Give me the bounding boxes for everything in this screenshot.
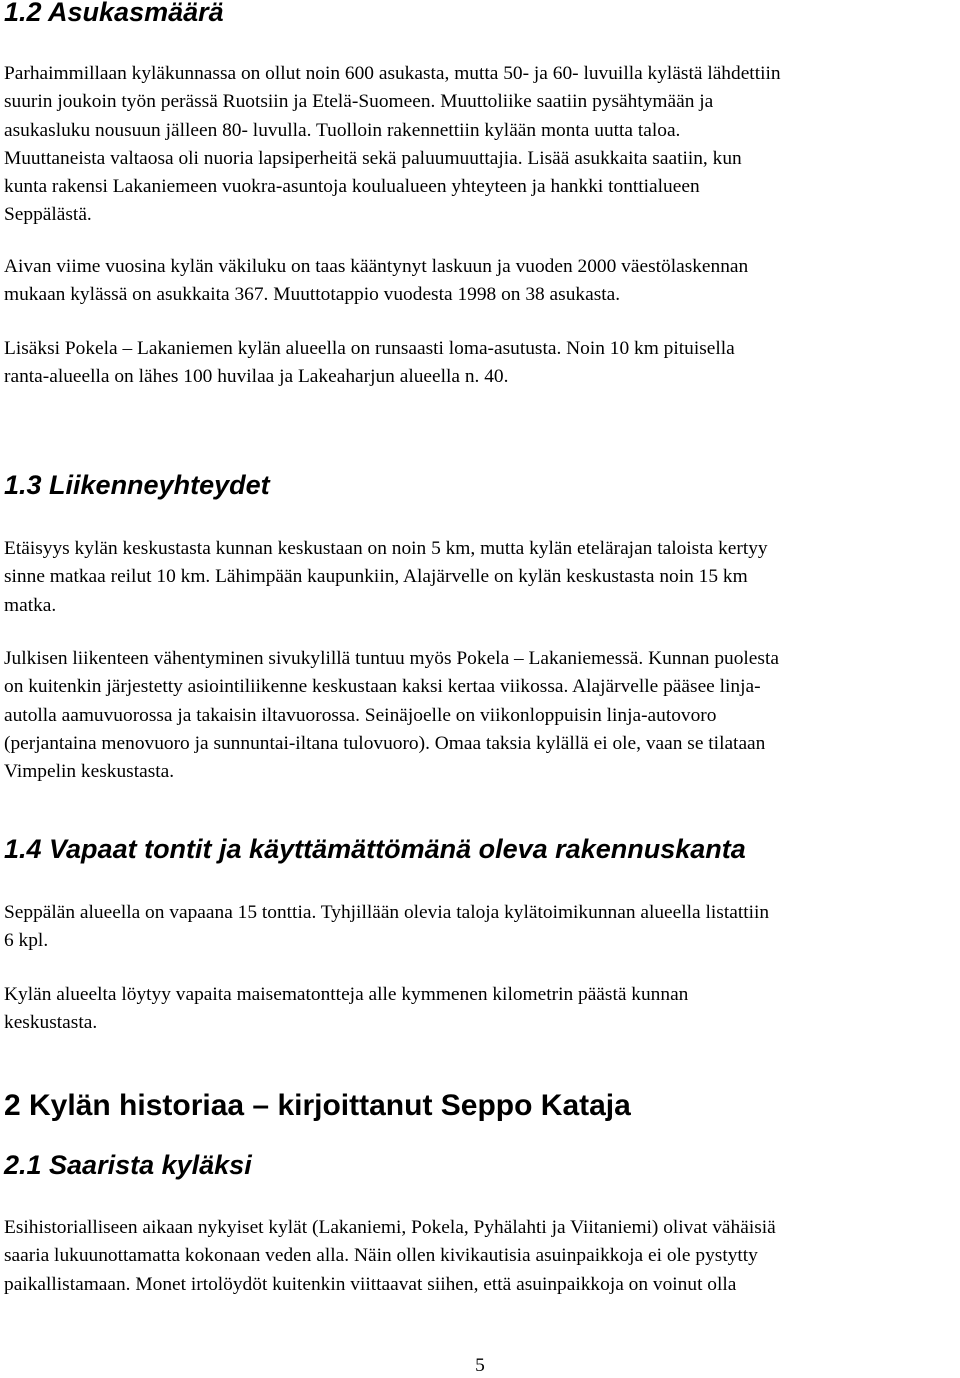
text-line: kunta rakensi Lakaniemeen vuokra-asuntoja koulualueen yhteyteen ja hankki tonttialueen xyxy=(4,176,700,198)
text-line: Aivan viime vuosina kylän väkiluku on taas kääntynyt laskuun ja vuoden 2000 väestölaskennan xyxy=(4,256,749,277)
text-line: (perjantaina menovuoro ja sunnuntai-iltana tulovuoro). Omaa taksia kylällä ei ole, vaan se tilataan xyxy=(4,732,766,754)
text-line: saaria lukuunottamatta kokonaan veden alla. Näin ollen kivikautisia asuinpaikkoja ei ole pystytty xyxy=(4,1245,758,1267)
text-line: Julkisen liikenteen vähentyminen sivukylillä tuntuu myös Pokela – Lakaniemessä. Kunnan puolesta xyxy=(4,648,779,669)
text-line: 6 kpl. xyxy=(4,930,49,952)
text-line: Kylän alueelta löytyy vapaita maisematontteja alle kymmenen kilometrin päästä kunnan xyxy=(4,984,689,1005)
text-line: Esihistorialliseen aikaan nykyiset kylät (Lakaniemi, Pokela, Pyhälahti ja Viitaniemi) olivat vähäisiä xyxy=(4,1217,776,1238)
text-line: paikallistamaan. Monet irtolöydöt kuitenkin viittaavat siihen, että asuinpaikkoja on voinut olla xyxy=(4,1273,737,1295)
paragraph-1-2-b xyxy=(4,253,940,310)
text-line: on kuitenkin järjestetty asiointiliikenne keskustaan kaksi kertaa viikossa. Alajärvelle pääsee linja- xyxy=(4,676,761,698)
text-line: Etäisyys kylän keskustasta kunnan keskustaan on noin 5 km, mutta kylän etelärajan taloista kertyy xyxy=(4,538,768,559)
text-line: Vimpelin keskustasta. xyxy=(4,761,175,783)
paragraph-2-1-a xyxy=(4,1214,940,1299)
section-heading-1-4: 1.4 Vapaat tontit ja käyttämättömänä oleva rakennuskanta xyxy=(4,834,746,864)
paragraph-1-4-b xyxy=(4,981,940,1038)
text-line: Muuttaneista valtaosa oli nuoria lapsiperheitä sekä paluumuuttajia. Lisää asukkaita saatiin, kun xyxy=(4,147,742,169)
text-line: Lisäksi Pokela – Lakaniemen kylän alueella on runsaasti loma-asutusta. Noin 10 km pituisella xyxy=(4,338,735,359)
text-line: Seppälästä. xyxy=(4,204,92,226)
page-number: 5 xyxy=(475,1355,485,1376)
paragraph-1-4-a xyxy=(4,899,940,956)
text-line: autolla aamuvuorossa ja takaisin iltavuorossa. Seinäjoelle on viikonloppuisin linja-autovoro xyxy=(4,704,717,726)
text-line: suurin joukoin työn perässä Ruotsiin ja Etelä-Suomeen. Muuttoliike saatiin pysähtymään ja xyxy=(4,91,714,113)
paragraph-1-2-a xyxy=(4,60,940,230)
section-heading-1-3: 1.3 Liikenneyhteydet xyxy=(4,470,270,500)
text-line: keskustasta. xyxy=(4,1012,98,1034)
paragraph-1-2-c xyxy=(4,335,940,392)
text-line: Seppälän alueella on vapaana 15 tonttia. Tyhjillään olevia taloja kylätoimikunnan alueella listattiin xyxy=(4,902,770,923)
chapter-heading-2: 2 Kylän historiaa – kirjoittanut Seppo Kataja xyxy=(4,1089,631,1122)
paragraph-1-3-b xyxy=(4,645,940,786)
text-line: mukaan kylässä on asukkaita 367. Muuttotappio vuodesta 1998 on 38 asukasta. xyxy=(4,284,621,306)
text-line: sinne matkaa reilut 10 km. Lähimpään kaupunkiin, Alajärvelle on kylän keskustasta noin 15 km xyxy=(4,566,748,588)
section-heading-1-2: 1.2 Asukasmäärä xyxy=(4,0,224,27)
text-line: matka. xyxy=(4,594,57,616)
text-line: ranta-alueella on lähes 100 huvilaa ja Lakeaharjun alueella n. 40. xyxy=(4,366,509,388)
text-line: Parhaimmillaan kyläkunnassa on ollut noin 600 asukasta, mutta 50- ja 60- luvuilla kylästä lähdettiin xyxy=(4,63,781,84)
text-line: asukasluku nousuun jälleen 80- luvulla. Tuolloin rakennettiin kylään monta uutta taloa. xyxy=(4,119,681,141)
paragraph-1-3-a xyxy=(4,535,940,620)
section-heading-2-1: 2.1 Saarista kyläksi xyxy=(4,1150,252,1180)
